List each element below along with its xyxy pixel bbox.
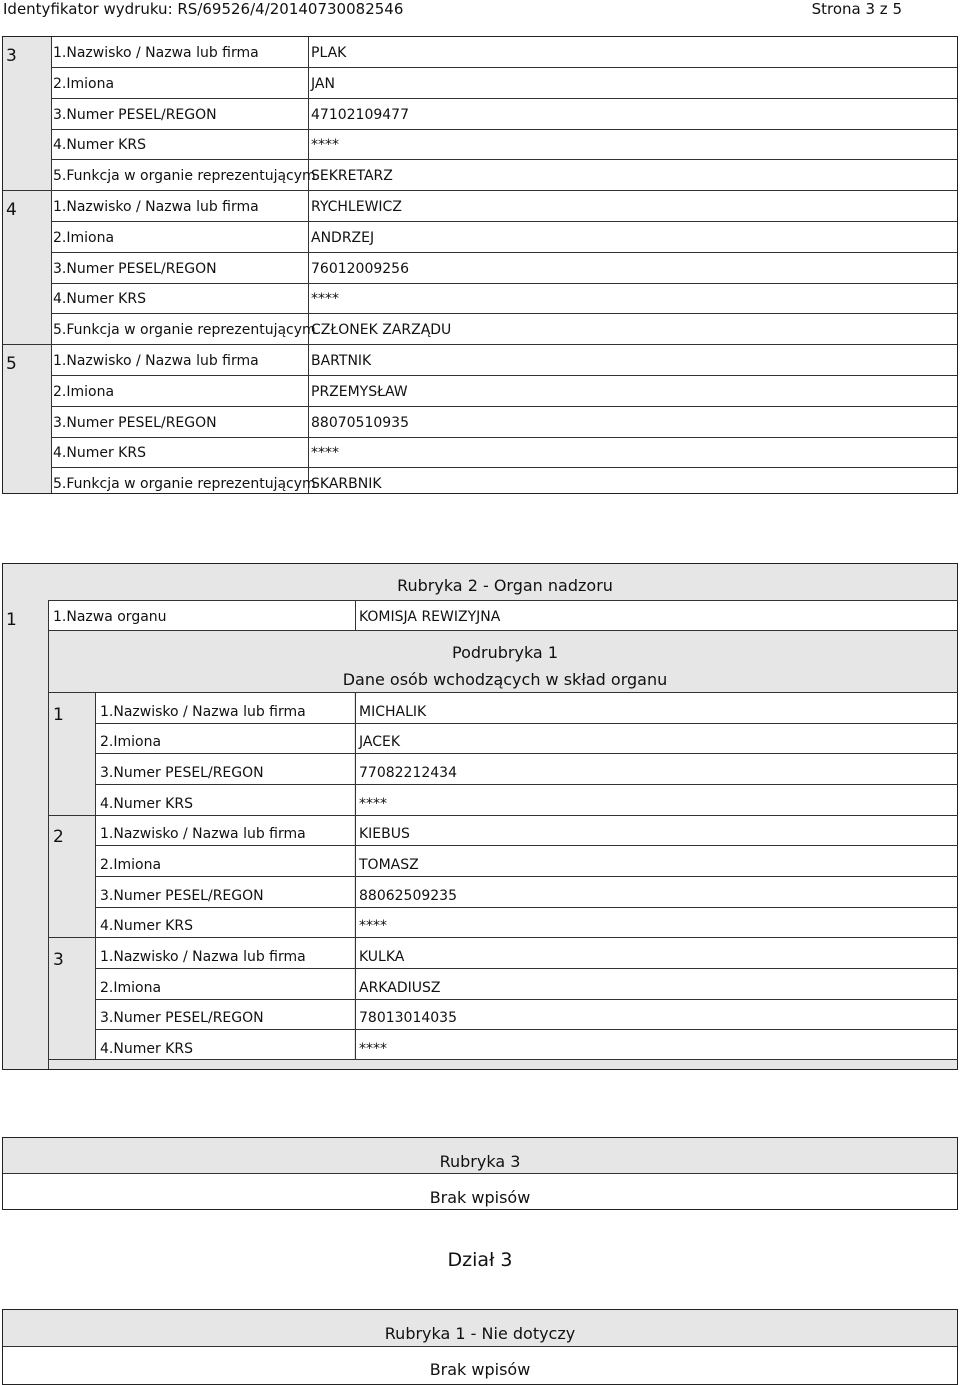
value-krs: **** — [359, 918, 387, 934]
label-krs: 4.Numer KRS — [100, 1041, 193, 1057]
value-imiona: PRZEMYSŁAW — [311, 384, 408, 400]
rubryka1-text: Brak wpisów — [429, 1360, 531, 1379]
rubryka3-title: Rubryka 3 — [439, 1152, 521, 1171]
podrubryka-title: Podrubryka 1 — [452, 643, 558, 662]
entry-number: 3 — [6, 46, 17, 66]
value-pesel: 76012009256 — [311, 261, 409, 277]
value-krs: **** — [359, 796, 387, 812]
label-nazwa-organu: 1.Nazwa organu — [53, 609, 167, 625]
value-nazwisko: KIEBUS — [359, 826, 410, 842]
value-nazwisko: RYCHLEWICZ — [311, 199, 402, 215]
label-imiona: 2.Imiona — [100, 980, 162, 996]
rubryka1-title: Rubryka 1 - Nie dotyczy — [384, 1324, 576, 1343]
person-number: 3 — [53, 950, 64, 970]
label-pesel: 3.Numer PESEL/REGON — [100, 888, 264, 904]
rubryka3-text: Brak wpisów — [429, 1188, 531, 1207]
label-nazwisko: 1.Nazwisko / Nazwa lub firma — [100, 704, 306, 720]
entry-number: 5 — [6, 354, 17, 374]
label-imiona: 2.Imiona — [53, 230, 115, 246]
value-nazwisko: BARTNIK — [311, 353, 372, 369]
value-imiona: TOMASZ — [359, 857, 419, 873]
label-funkcja: 5.Funkcja w organie reprezentującym — [53, 476, 316, 492]
value-pesel: 77082212434 — [359, 765, 457, 781]
label-pesel: 3.Numer PESEL/REGON — [100, 765, 264, 781]
value-pesel: 47102109477 — [311, 107, 409, 123]
label-funkcja: 5.Funkcja w organie reprezentującym — [53, 322, 316, 338]
value-imiona: ANDRZEJ — [311, 230, 375, 246]
label-nazwisko: 1.Nazwisko / Nazwa lub firma — [53, 353, 259, 369]
organ-number: 1 — [6, 610, 17, 630]
rubryka2-title: Rubryka 2 - Organ nadzoru — [397, 576, 613, 595]
person-number: 2 — [53, 827, 64, 847]
dzial-title: Dział 3 — [447, 1249, 513, 1271]
podrubryka-subtitle: Dane osób wchodzących w skład organu — [342, 670, 668, 689]
label-krs: 4.Numer KRS — [53, 291, 146, 307]
value-imiona: JACEK — [359, 734, 401, 750]
label-funkcja: 5.Funkcja w organie reprezentującym — [53, 168, 316, 184]
value-pesel: 88070510935 — [311, 415, 409, 431]
value-pesel: 78013014035 — [359, 1010, 457, 1026]
label-pesel: 3.Numer PESEL/REGON — [53, 107, 217, 123]
label-krs: 4.Numer KRS — [100, 918, 193, 934]
label-imiona: 2.Imiona — [100, 857, 162, 873]
label-imiona: 2.Imiona — [53, 384, 115, 400]
value-krs: **** — [311, 445, 339, 461]
label-imiona: 2.Imiona — [53, 76, 115, 92]
value-krs: **** — [311, 291, 339, 307]
value-nazwisko: PLAK — [311, 45, 347, 61]
value-imiona: ARKADIUSZ — [359, 980, 441, 996]
label-pesel: 3.Numer PESEL/REGON — [53, 261, 217, 277]
page-number: Strona 3 z 5 — [811, 0, 902, 18]
value-funkcja: CZŁONEK ZARZĄDU — [311, 322, 452, 338]
value-nazwa-organu: KOMISJA REWIZYJNA — [359, 609, 501, 625]
value-imiona: JAN — [311, 76, 335, 92]
label-krs: 4.Numer KRS — [53, 137, 146, 153]
label-nazwisko: 1.Nazwisko / Nazwa lub firma — [53, 199, 259, 215]
person-number: 1 — [53, 705, 64, 725]
label-krs: 4.Numer KRS — [53, 445, 146, 461]
label-nazwisko: 1.Nazwisko / Nazwa lub firma — [100, 949, 306, 965]
label-krs: 4.Numer KRS — [100, 796, 193, 812]
label-nazwisko: 1.Nazwisko / Nazwa lub firma — [53, 45, 259, 61]
value-funkcja: SEKRETARZ — [311, 168, 393, 184]
value-pesel: 88062509235 — [359, 888, 457, 904]
value-funkcja: SKARBNIK — [311, 476, 382, 492]
label-nazwisko: 1.Nazwisko / Nazwa lub firma — [100, 826, 306, 842]
entry-number: 4 — [6, 200, 17, 220]
print-identifier: Identyfikator wydruku: RS/69526/4/20140730082546 — [3, 0, 404, 18]
value-krs: **** — [359, 1041, 387, 1057]
value-nazwisko: MICHALIK — [359, 704, 427, 720]
print-header — [0, 0, 960, 18]
label-pesel: 3.Numer PESEL/REGON — [100, 1010, 264, 1026]
value-krs: **** — [311, 137, 339, 153]
value-nazwisko: KULKA — [359, 949, 405, 965]
label-pesel: 3.Numer PESEL/REGON — [53, 415, 217, 431]
label-imiona: 2.Imiona — [100, 734, 162, 750]
